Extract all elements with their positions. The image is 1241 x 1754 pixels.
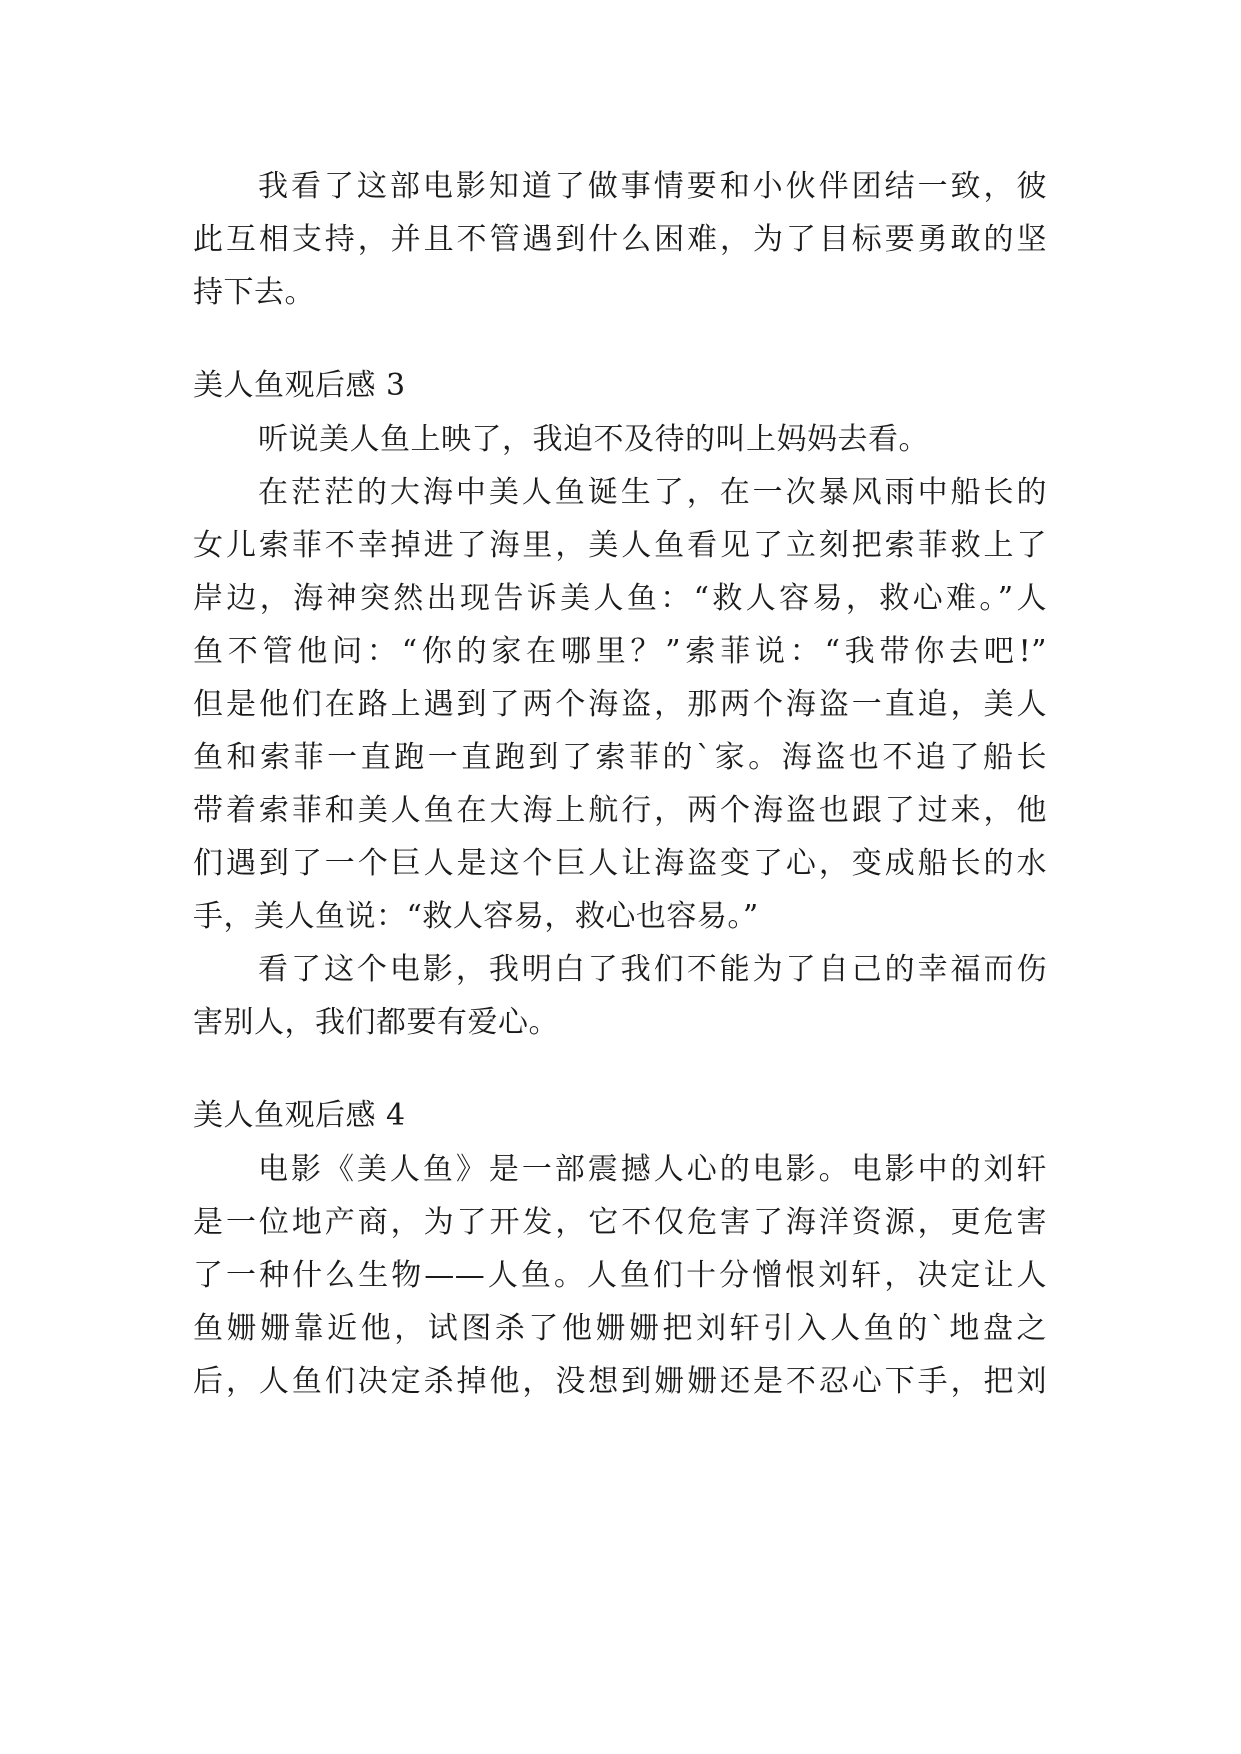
paragraph-line: 手，美人鱼说：“救人容易，救心也容易。” (193, 899, 759, 934)
paragraph-line: 带着索菲和美人鱼在大海上航行，两个海盗也跟了过来，他 (193, 793, 1047, 828)
paragraph-line: 们遇到了一个巨人是这个巨人让海盗变了心，变成船长的水 (193, 846, 1047, 881)
paragraph-line: 但是他们在路上遇到了两个海盗，那两个海盗一直追，美人 (193, 687, 1047, 722)
section-heading: 美人鱼观后感 3 (193, 368, 406, 403)
paragraph-line: 听说美人鱼上映了，我迫不及待的叫上妈妈去看。 (258, 422, 929, 457)
paragraph-line: 此互相支持，并且不管遇到什么困难，为了目标要勇敢的坚 (193, 222, 1047, 257)
paragraph-line: 我看了这部电影知道了做事情要和小伙伴团结一致，彼 (258, 169, 1047, 204)
paragraph-line: 了一种什么生物——人鱼。人鱼们十分憎恨刘轩，决定让人 (193, 1258, 1047, 1293)
paragraph-line: 女儿索菲不幸掉进了海里，美人鱼看见了立刻把索菲救上了 (193, 528, 1047, 563)
paragraph-line: 在茫茫的大海中美人鱼诞生了，在一次暴风雨中船长的 (258, 475, 1047, 510)
section-heading: 美人鱼观后感 4 (193, 1098, 406, 1133)
paragraph-line: 后，人鱼们决定杀掉他，没想到姗姗还是不忍心下手，把刘 (193, 1364, 1047, 1399)
paragraph-line: 鱼不管他问：“你的家在哪里？”索菲说：“我带你去吧!” (193, 634, 1047, 669)
paragraph-line: 害别人，我们都要有爱心。 (193, 1005, 559, 1040)
paragraph-line: 岸边，海神突然出现告诉美人鱼：“救人容易，救心难。”人 (193, 581, 1047, 616)
paragraph-line: 电影《美人鱼》是一部震撼人心的电影。电影中的刘轩 (258, 1152, 1047, 1187)
paragraph-line: 鱼和索菲一直跑一直跑到了索菲的`家。海盗也不追了船长 (193, 740, 1047, 775)
paragraph-line: 鱼姗姗靠近他，试图杀了他姗姗把刘轩引入人鱼的`地盘之 (193, 1311, 1047, 1346)
paragraph-line: 是一位地产商，为了开发，它不仅危害了海洋资源，更危害 (193, 1205, 1047, 1240)
paragraph-line: 看了这个电影，我明白了我们不能为了自己的幸福而伤 (258, 952, 1047, 987)
paragraph-line: 持下去。 (193, 275, 315, 310)
